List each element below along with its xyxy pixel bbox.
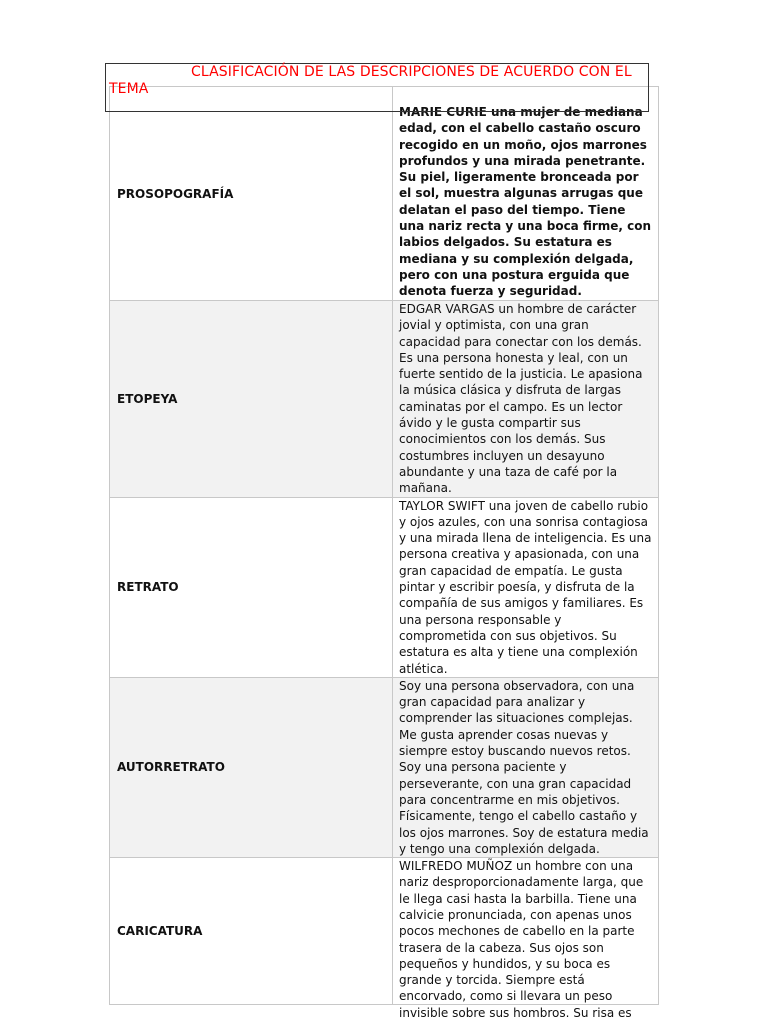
- row-label: AUTORRETRATO: [110, 677, 393, 857]
- row-label: CARICATURA: [110, 858, 393, 1005]
- title-box: [105, 63, 649, 112]
- table-row: [110, 677, 659, 857]
- row-label: PROSOPOGRAFÍA: [110, 87, 393, 301]
- row-description: TAYLOR SWIFT una joven de cabello rubio y ojos azules, con una sonrisa contagiosa y una mirada llena de inteligencia. Es una persona creativa y apasionada, con una gran capacidad de empatía. Le gusta pintar y escribir poesía, y disfruta de la compañía de sus amigos y familiares. Es una persona responsable y comprometida con sus objetivos. Su estatura es alta y tiene una complexión atlética.: [393, 497, 659, 677]
- row-label: RETRATO: [110, 497, 393, 677]
- row-description-cell: [393, 858, 659, 1020]
- table-row: [110, 87, 659, 301]
- table-row: [110, 301, 659, 498]
- row-label: ETOPEYA: [110, 301, 393, 498]
- row-description: EDGAR VARGAS un hombre de carácter jovial y optimista, con una gran capacidad para conectar con los demás. Es una persona honesta y leal, con un fuerte sentido de la justicia. Le apasiona la música clásica y disfruta de largas caminatas por el campo. Es un lector ávido y le gusta compartir sus conocimientos con los demás. Sus costumbres incluyen un desayuno abundante y una taza de café por la mañana.: [393, 301, 659, 498]
- table-row: [110, 858, 659, 1005]
- row-description: Soy una persona observadora, con una gran capacidad para analizar y comprender las situaciones complejas. Me gusta aprender cosas nuevas y siempre estoy buscando nuevos retos. Soy una persona paciente y perseverante, con una gran capacidad para concentrarme en mis objetivos. Físicamente, tengo el cabello castaño y los ojos marrones. Soy de estatura media y tengo una complexión delgada.: [393, 677, 659, 857]
- table-row: [110, 497, 659, 677]
- document-title: CLASIFICACIÓN DE LAS DESCRIPCIONES DE ACUERDO CON EL TEMA: [109, 64, 632, 97]
- row-description: WILFREDO MUÑOZ un hombre con una nariz desproporcionadamente larga, que le llega casi hasta la barbilla. Tiene una calvicie pronunciada, con apenas unos pocos mechones de cabello en la parte trasera de la cabeza. Sus ojos son pequeños y hundidos, y su boca es grande y torcida. Siempre está encorvado, como si llevara un peso invisible sobre sus hombros. Su risa es: [399, 859, 644, 1020]
- descriptions-table: [109, 86, 659, 1020]
- row-description: MARIE CURIE una mujer de mediana edad, con el cabello castaño oscuro recogido en un moño, ojos marrones profundos y una mirada penetrante. Su piel, ligeramente bronceada por el sol, muestra algunas arrugas que delatan el paso del tiempo. Tiene una nariz recta y una boca firme, con labios delgados. Su estatura es mediana y su complexión delgada, pero con una postura erguida que denota fuerza y seguridad.: [393, 87, 659, 301]
